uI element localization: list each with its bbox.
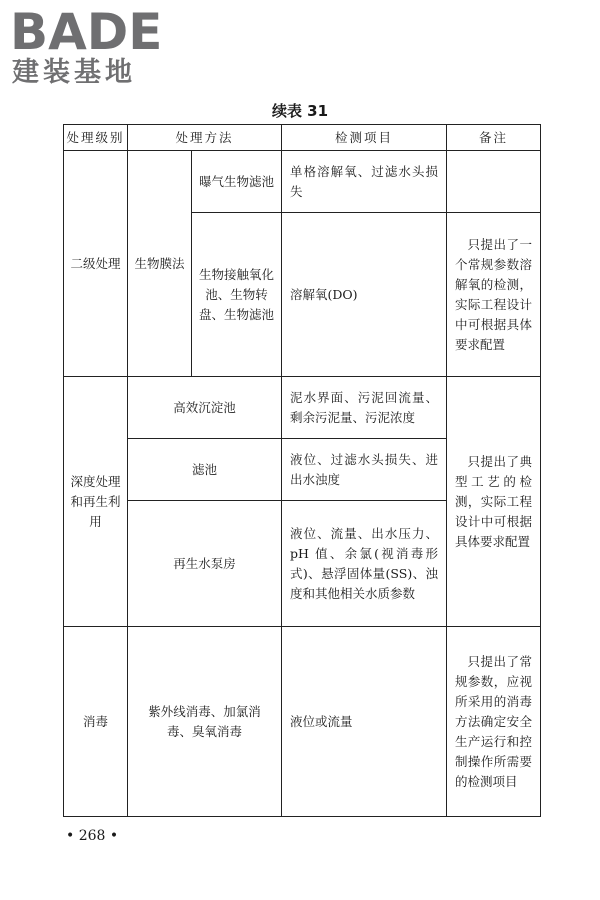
method-cell: 滤池 [128, 439, 282, 501]
header-level: 处理级别 [64, 125, 128, 151]
items-cell: 液位、过滤水头损失、进出水浊度 [282, 439, 447, 501]
method-cell: 高效沉淀池 [128, 377, 282, 439]
note-cell: 只提出了一个常规参数溶解氧的检测，实际工程设计中可根据具体要求配置 [447, 213, 541, 377]
sub-method-cell: 曝气生物滤池 [192, 151, 282, 213]
note-cell: 只提出了典型工艺的检测，实际工程设计中可根据具体要求配置 [447, 377, 541, 627]
brand-logo [10, 3, 210, 88]
level-cell: 消毒 [64, 627, 128, 817]
items-cell: 液位或流量 [282, 627, 447, 817]
items-cell: 单格溶解氧、过滤水头损失 [282, 151, 447, 213]
page-number: • 268 • [66, 828, 119, 844]
monitoring-table [63, 124, 541, 817]
note-cell [447, 151, 541, 213]
table-header-row [64, 125, 541, 151]
header-method: 处理方法 [128, 125, 282, 151]
table-title: 续表 31 [271, 102, 329, 120]
items-cell: 液位、流量、出水压力、pH 值、余氯(视消毒形式)、悬浮固体量(SS)、浊度和其他相关水质参数 [282, 501, 447, 627]
method-cell: 紫外线消毒、加氯消毒、臭氧消毒 [128, 627, 282, 817]
sub-method-cell: 生物接触氧化池、生物转盘、生物滤池 [192, 213, 282, 377]
table-row [64, 377, 541, 439]
level-cell: 深度处理和再生利用 [64, 377, 128, 627]
note-cell: 只提出了常规参数，应视所采用的消毒方法确定安全生产运行和控制操作所需要的检测项目 [447, 627, 541, 817]
items-cell: 溶解氧(DO) [282, 213, 447, 377]
method-cell: 再生水泵房 [128, 501, 282, 627]
logo-subtitle: 建装基地 [12, 57, 136, 88]
items-cell: 泥水界面、污泥回流量、剩余污泥量、污泥浓度 [282, 377, 447, 439]
header-items: 检测项目 [282, 125, 447, 151]
logo-brand-text: BADE [10, 3, 163, 61]
header-note: 备注 [447, 125, 541, 151]
level-cell: 二级处理 [64, 151, 128, 377]
table-row [64, 151, 541, 213]
table-row [64, 627, 541, 817]
method-cell: 生物膜法 [128, 151, 192, 377]
